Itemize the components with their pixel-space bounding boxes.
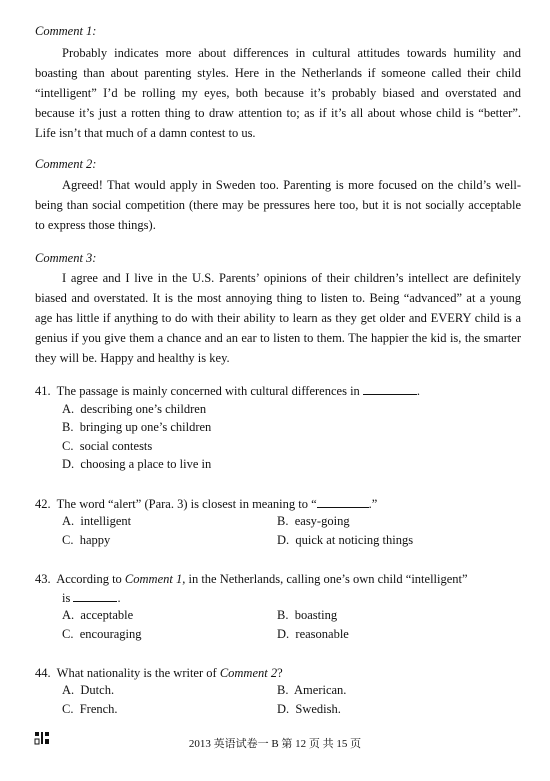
option-41-b: B. bringing up one’s children — [62, 420, 212, 434]
option-42-a: A. intelligent — [62, 514, 132, 528]
option-42-c: C. happy — [62, 533, 111, 547]
answer-blank — [317, 495, 369, 508]
question-44-stem: 44. What nationality is the writer of Comment 2? — [35, 666, 283, 680]
question-41 — [35, 382, 521, 401]
question-42 — [35, 495, 521, 514]
option-44-c: C. French. — [62, 702, 118, 716]
option-43-b: B. boasting — [277, 608, 338, 622]
option-42-d: D. quick at noticing things — [277, 533, 414, 547]
question-43-stem: 43. According to Comment 1, in the Netherlands, calling one’s own child “intelligent” — [35, 572, 468, 586]
comment-2-label: Comment 2: — [35, 157, 97, 171]
comment-1-text: Probably indicates more about differences in cultural attitudes towards humility and boasting than about parenting styles. Here in the Netherlands if someone called their child “intelligent” I’d be rolling my eyes, both because it’s probably biased and overstated and because it’s just a rotten thing to draw attention to; as if it’s all about whose child is “better”. Life isn’t that much of a damn contest to us. — [35, 46, 521, 140]
option-43-c: C. encouraging — [62, 627, 142, 641]
option-44-d: D. Swedish. — [277, 702, 341, 716]
page-footer: 2013 英语试卷一 B 第 12 页 共 15 页 — [188, 738, 362, 750]
comment-1-label: Comment 1: — [35, 24, 97, 38]
question-42-stem: 42. The word “alert” (Para. 3) is closest in meaning to “ .” — [35, 497, 378, 511]
question-43 — [35, 570, 521, 608]
option-41-d: D. choosing a place to live in — [62, 457, 212, 471]
option-41-c: C. social contests — [62, 439, 153, 453]
answer-blank — [363, 382, 417, 395]
option-44-b: B. American. — [277, 683, 347, 697]
option-41-a: A. describing one’s children — [62, 402, 207, 416]
question-41-stem: 41. The passage is mainly concerned with cultural differences in . — [35, 384, 421, 398]
option-43-d: D. reasonable — [277, 627, 349, 641]
comment-3-text: I agree and I live in the U.S. Parents’ opinions of their children’s intellect are definitely biased and overstated. It is the most annoying thing to listen to. Being “advanced” at a young age has little if anything to do with their ability to learn as they get older and EVERY child is a genius if you give them a chance and an ear to listen to them. The happier the kid is, the smarter they will be. Happy and healthy is key. — [35, 271, 521, 365]
question-43-stem-line2: is . — [62, 591, 121, 605]
option-42-b: B. easy-going — [277, 514, 350, 528]
answer-blank — [73, 589, 117, 602]
comment-3-label: Comment 3: — [35, 251, 97, 265]
question-44 — [35, 664, 521, 683]
option-43-a: A. acceptable — [62, 608, 134, 622]
comment-2-text: Agreed! That would apply in Sweden too. Parenting is more focused on the child’s well-being than social competition (there may be pressures here too, but it is not socially acceptable to express those things). — [35, 178, 521, 232]
option-44-a: A. Dutch. — [62, 683, 115, 697]
